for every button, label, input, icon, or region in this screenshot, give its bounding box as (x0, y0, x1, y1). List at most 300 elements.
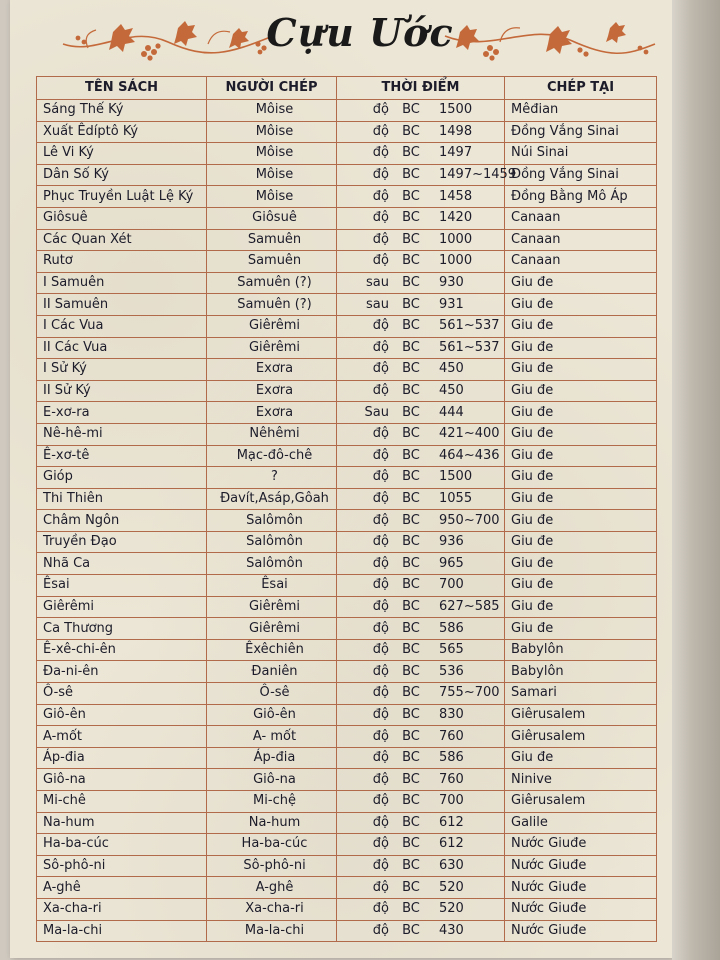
table-row (37, 553, 657, 575)
place-name: Giu đe (505, 272, 657, 294)
author-name: Đaniên (207, 661, 337, 683)
time-cell (337, 791, 505, 813)
table-row (37, 596, 657, 618)
time-era: BC (402, 577, 420, 593)
table-row (37, 294, 657, 316)
time-prefix: độ (372, 922, 389, 938)
time-prefix: độ (372, 771, 389, 787)
table-row (37, 639, 657, 661)
table-row (37, 164, 657, 186)
time-cell (337, 229, 505, 251)
time-cell (337, 186, 505, 208)
table-row (37, 251, 657, 273)
table-row (37, 898, 657, 920)
table-row (37, 683, 657, 705)
time-cell (337, 575, 505, 597)
time-prefix: độ (372, 231, 389, 247)
author-name: Exơra (207, 359, 337, 381)
time-era: BC (402, 102, 420, 118)
author-name: Salômôn (207, 531, 337, 553)
time-year: 950~700 (439, 512, 500, 528)
time-cell (337, 769, 505, 791)
time-era: BC (402, 879, 420, 895)
time-year: 830 (439, 706, 464, 722)
book-name: II Các Vua (37, 337, 207, 359)
place-name: Nước Giuđe (505, 855, 657, 877)
author-name: Mạc-đô-chê (207, 445, 337, 467)
book-name: Êsai (37, 575, 207, 597)
time-prefix: độ (372, 858, 389, 874)
place-name: Ninive (505, 769, 657, 791)
place-name: Samari (505, 683, 657, 705)
time-year: 561~537 (439, 318, 500, 334)
time-year: 760 (439, 728, 464, 744)
time-era: BC (402, 231, 420, 247)
time-era: BC (402, 620, 420, 636)
time-prefix: độ (372, 685, 389, 701)
place-name: Nước Giuđe (505, 898, 657, 920)
time-cell (337, 164, 517, 186)
book-name: Dân Số Ký (37, 164, 207, 186)
table-row (37, 704, 657, 726)
time-prefix: sau (366, 296, 389, 312)
time-cell (337, 553, 505, 575)
author-name: Giêrêmi (207, 315, 337, 337)
time-prefix: độ (372, 426, 389, 442)
book-name: Áp-đia (37, 747, 207, 769)
time-year: 1497~1459 (439, 167, 517, 183)
time-year: 931 (439, 296, 464, 312)
time-prefix: độ (372, 663, 389, 679)
time-era: BC (402, 188, 420, 204)
table-row (37, 531, 657, 553)
time-year: 612 (439, 836, 464, 852)
time-year: 930 (439, 275, 464, 291)
time-prefix: độ (372, 383, 389, 399)
time-prefix: độ (372, 555, 389, 571)
place-name: Canaan (505, 251, 657, 273)
time-prefix: độ (372, 620, 389, 636)
book-name: Sáng Thế Ký (37, 100, 207, 122)
book-name: Giôsuê (37, 207, 207, 229)
time-cell (337, 251, 505, 273)
book-name: Nhã Ca (37, 553, 207, 575)
author-name: Môise (207, 143, 337, 165)
time-era: BC (402, 598, 420, 614)
header-book-name: TÊN SÁCH (37, 77, 207, 100)
author-name: Salômôn (207, 553, 337, 575)
place-name: Canaan (505, 229, 657, 251)
time-era: BC (402, 836, 420, 852)
book-name: Ca Thương (37, 618, 207, 640)
time-year: 760 (439, 771, 464, 787)
time-year: 1500 (439, 469, 473, 485)
time-era: BC (402, 296, 420, 312)
time-year: 450 (439, 361, 464, 377)
author-name: Giô-ên (207, 704, 337, 726)
book-name: E-xơ-ra (37, 402, 207, 424)
author-name: Môise (207, 100, 337, 122)
author-name: Môise (207, 186, 337, 208)
book-name: Xuất Êdíptô Ký (37, 121, 207, 143)
time-era: BC (402, 490, 420, 506)
table-row (37, 380, 657, 402)
time-year: 536 (439, 663, 464, 679)
time-year: 630 (439, 858, 464, 874)
place-name: Đồng Bằng Mô Áp (505, 186, 657, 208)
author-name: Êxêchiên (207, 639, 337, 661)
author-name: Samuên (207, 251, 337, 273)
time-era: BC (402, 663, 420, 679)
author-name: Môise (207, 164, 337, 186)
table-row (37, 661, 657, 683)
book-name: II Samuên (37, 294, 207, 316)
place-name: Giu đe (505, 423, 657, 445)
author-name: Samuên (?) (207, 294, 337, 316)
time-era: BC (402, 555, 420, 571)
table-row (37, 769, 657, 791)
time-era: BC (402, 685, 420, 701)
time-cell (337, 488, 505, 510)
time-prefix: độ (372, 167, 389, 183)
place-name: Nước Giuđe (505, 920, 657, 942)
time-year: 612 (439, 814, 464, 830)
time-prefix: độ (372, 901, 389, 917)
place-name: Giu đe (505, 510, 657, 532)
time-cell (337, 661, 505, 683)
time-era: BC (402, 167, 420, 183)
table-row (37, 143, 657, 165)
book-name: Châm Ngôn (37, 510, 207, 532)
place-name: Đồng Vắng Sinai (505, 164, 657, 186)
author-name: A- mốt (207, 726, 337, 748)
place-name: Mêđian (505, 100, 657, 122)
table-row (37, 855, 657, 877)
title-text: Cựu Ước (266, 10, 454, 55)
time-era: BC (402, 253, 420, 269)
time-era: BC (402, 706, 420, 722)
time-prefix: độ (372, 490, 389, 506)
time-prefix: độ (372, 447, 389, 463)
time-cell (337, 402, 505, 424)
table-row (37, 747, 657, 769)
time-cell (337, 704, 505, 726)
time-prefix: độ (372, 706, 389, 722)
table-row (37, 337, 657, 359)
author-name: Giô-na (207, 769, 337, 791)
time-cell (337, 337, 505, 359)
time-era: BC (402, 339, 420, 355)
time-era: BC (402, 318, 420, 334)
time-era: BC (402, 750, 420, 766)
place-name: Giu đe (505, 337, 657, 359)
time-year: 565 (439, 642, 464, 658)
table-row (37, 618, 657, 640)
time-era: BC (402, 469, 420, 485)
table-row (37, 186, 657, 208)
author-name: Samuên (?) (207, 272, 337, 294)
author-name: A-ghê (207, 877, 337, 899)
book-name: Ha-ba-cúc (37, 834, 207, 856)
place-name: Giu đe (505, 531, 657, 553)
author-name: Xa-cha-ri (207, 898, 337, 920)
time-prefix: độ (372, 123, 389, 139)
time-year: 1420 (439, 210, 473, 226)
time-cell (337, 898, 505, 920)
time-cell (337, 380, 505, 402)
time-prefix: độ (372, 469, 389, 485)
time-year: 586 (439, 620, 464, 636)
time-cell (337, 359, 505, 381)
table-row (37, 207, 657, 229)
author-name: Nêhêmi (207, 423, 337, 445)
time-cell (337, 423, 505, 445)
time-year: 430 (439, 922, 464, 938)
book-name: Sô-phô-ni (37, 855, 207, 877)
book-name: Truyền Đạo (37, 531, 207, 553)
author-name: Êsai (207, 575, 337, 597)
time-prefix: độ (372, 793, 389, 809)
author-name: Salômôn (207, 510, 337, 532)
time-year: 1498 (439, 123, 473, 139)
time-prefix: độ (372, 534, 389, 550)
time-prefix: độ (372, 188, 389, 204)
time-prefix: độ (372, 728, 389, 744)
table-row (37, 272, 657, 294)
time-era: BC (402, 728, 420, 744)
time-era: BC (402, 447, 420, 463)
table-row (37, 510, 657, 532)
time-cell (337, 100, 505, 122)
book-name: Ô-sê (37, 683, 207, 705)
book-name: Thi Thiên (37, 488, 207, 510)
time-prefix: sau (366, 275, 389, 291)
time-year: 1458 (439, 188, 473, 204)
time-era: BC (402, 145, 420, 161)
place-name: Giu đe (505, 618, 657, 640)
table-row (37, 402, 657, 424)
place-name: Giu đe (505, 315, 657, 337)
place-name: Giu đe (505, 553, 657, 575)
table-row (37, 488, 657, 510)
book-name: Giô-na (37, 769, 207, 791)
author-name: Ha-ba-cúc (207, 834, 337, 856)
book-name: II Sử Ký (37, 380, 207, 402)
book-name: Gióp (37, 467, 207, 489)
author-name: Giêrêmi (207, 618, 337, 640)
place-name: Núi Sinai (505, 143, 657, 165)
place-name: Giu đe (505, 359, 657, 381)
place-name: Babylôn (505, 661, 657, 683)
time-year: 1055 (439, 490, 473, 506)
time-prefix: độ (372, 577, 389, 593)
time-year: 700 (439, 577, 464, 593)
time-era: BC (402, 534, 420, 550)
author-name: Giêrêmi (207, 337, 337, 359)
author-name: ? (207, 467, 337, 489)
time-cell (337, 639, 505, 661)
time-cell (337, 855, 505, 877)
time-prefix: độ (372, 750, 389, 766)
time-era: BC (402, 793, 420, 809)
book-name: I Sử Ký (37, 359, 207, 381)
time-cell (337, 272, 505, 294)
table-row (37, 467, 657, 489)
book-name: Các Quan Xét (37, 229, 207, 251)
book-name: Rutơ (37, 251, 207, 273)
time-prefix: độ (372, 361, 389, 377)
book-name: Ê-xơ-tê (37, 445, 207, 467)
book-name: Giô-ên (37, 704, 207, 726)
time-era: BC (402, 642, 420, 658)
author-name: Exơra (207, 380, 337, 402)
time-cell (337, 467, 505, 489)
time-cell (337, 812, 505, 834)
place-name: Canaan (505, 207, 657, 229)
table-row (37, 791, 657, 813)
time-cell (337, 834, 505, 856)
author-name: Giôsuê (207, 207, 337, 229)
time-era: BC (402, 901, 420, 917)
time-cell (337, 747, 505, 769)
header-place: CHÉP TẠI (505, 77, 657, 100)
place-name: Giêrusalem (505, 791, 657, 813)
book-name: A-mốt (37, 726, 207, 748)
table-row (37, 229, 657, 251)
time-era: BC (402, 814, 420, 830)
table-row (37, 100, 657, 122)
time-year: 464~436 (439, 447, 500, 463)
time-cell (337, 510, 505, 532)
table-row (37, 121, 657, 143)
time-prefix: độ (372, 879, 389, 895)
table-row (37, 359, 657, 381)
time-cell (337, 531, 505, 553)
time-year: 700 (439, 793, 464, 809)
time-era: BC (402, 404, 420, 420)
time-year: 1497 (439, 145, 473, 161)
time-era: BC (402, 210, 420, 226)
header-time: THỜI ĐIỂM (337, 77, 505, 100)
time-cell (337, 877, 505, 899)
book-name: I Các Vua (37, 315, 207, 337)
time-year: 936 (439, 534, 464, 550)
time-prefix: độ (372, 512, 389, 528)
table-row (37, 315, 657, 337)
place-name: Giêrusalem (505, 726, 657, 748)
place-name: Galile (505, 812, 657, 834)
time-prefix: độ (372, 836, 389, 852)
place-name: Giu đe (505, 575, 657, 597)
time-prefix: độ (372, 253, 389, 269)
time-era: BC (402, 275, 420, 291)
book-name: Na-hum (37, 812, 207, 834)
time-cell (337, 315, 505, 337)
time-prefix: độ (372, 318, 389, 334)
author-name: Na-hum (207, 812, 337, 834)
time-cell (337, 920, 505, 942)
time-year: 1500 (439, 102, 473, 118)
table-row (37, 445, 657, 467)
author-name: Ma-la-chi (207, 920, 337, 942)
book-name: Phục Truyền Luật Lệ Ký (37, 186, 207, 208)
place-name: Giu đe (505, 596, 657, 618)
time-year: 755~700 (439, 685, 500, 701)
time-era: BC (402, 123, 420, 139)
time-year: 965 (439, 555, 464, 571)
time-era: BC (402, 858, 420, 874)
author-name: Mi-chệ (207, 791, 337, 813)
book-name: Ma-la-chi (37, 920, 207, 942)
time-cell (337, 445, 505, 467)
place-name: Đồng Vắng Sinai (505, 121, 657, 143)
page-edge (672, 0, 720, 960)
time-year: 586 (439, 750, 464, 766)
time-year: 627~585 (439, 598, 500, 614)
book-name: I Samuên (37, 272, 207, 294)
table-row (37, 834, 657, 856)
time-era: BC (402, 361, 420, 377)
time-cell (337, 683, 505, 705)
place-name: Giu đe (505, 402, 657, 424)
book-name: Nê-hê-mi (37, 423, 207, 445)
time-era: BC (402, 426, 420, 442)
book-name: Xa-cha-ri (37, 898, 207, 920)
time-year: 520 (439, 879, 464, 895)
time-cell (337, 618, 505, 640)
place-name: Giu đe (505, 488, 657, 510)
time-cell (337, 294, 505, 316)
time-prefix: độ (372, 642, 389, 658)
time-year: 421~400 (439, 426, 500, 442)
vine-ornament-right-icon (440, 14, 660, 64)
author-name: Môise (207, 121, 337, 143)
time-year: 450 (439, 383, 464, 399)
place-name: Babylôn (505, 639, 657, 661)
author-name: Đavít,Asáp,Gôah (207, 488, 337, 510)
time-year: 520 (439, 901, 464, 917)
time-era: BC (402, 922, 420, 938)
book-name: Giêrêmi (37, 596, 207, 618)
author-name: Áp-đia (207, 747, 337, 769)
time-prefix: Sau (364, 404, 389, 420)
place-name: Nước Giuđe (505, 877, 657, 899)
book-name: Đa-ni-ên (37, 661, 207, 683)
time-prefix: độ (372, 598, 389, 614)
time-cell (337, 207, 505, 229)
time-year: 1000 (439, 253, 473, 269)
author-name: Giêrêmi (207, 596, 337, 618)
place-name: Giu đe (505, 380, 657, 402)
table-row (37, 920, 657, 942)
author-name: Sô-phô-ni (207, 855, 337, 877)
table-row (37, 812, 657, 834)
time-year: 444 (439, 404, 464, 420)
time-prefix: độ (372, 339, 389, 355)
author-name: Exơra (207, 402, 337, 424)
time-era: BC (402, 512, 420, 528)
place-name: Giu đe (505, 747, 657, 769)
time-era: BC (402, 771, 420, 787)
time-cell (337, 143, 505, 165)
place-name: Nước Giuđe (505, 834, 657, 856)
time-prefix: độ (372, 102, 389, 118)
time-year: 561~537 (439, 339, 500, 355)
table-row (37, 726, 657, 748)
author-name: Ô-sê (207, 683, 337, 705)
time-era: BC (402, 383, 420, 399)
time-prefix: độ (372, 814, 389, 830)
